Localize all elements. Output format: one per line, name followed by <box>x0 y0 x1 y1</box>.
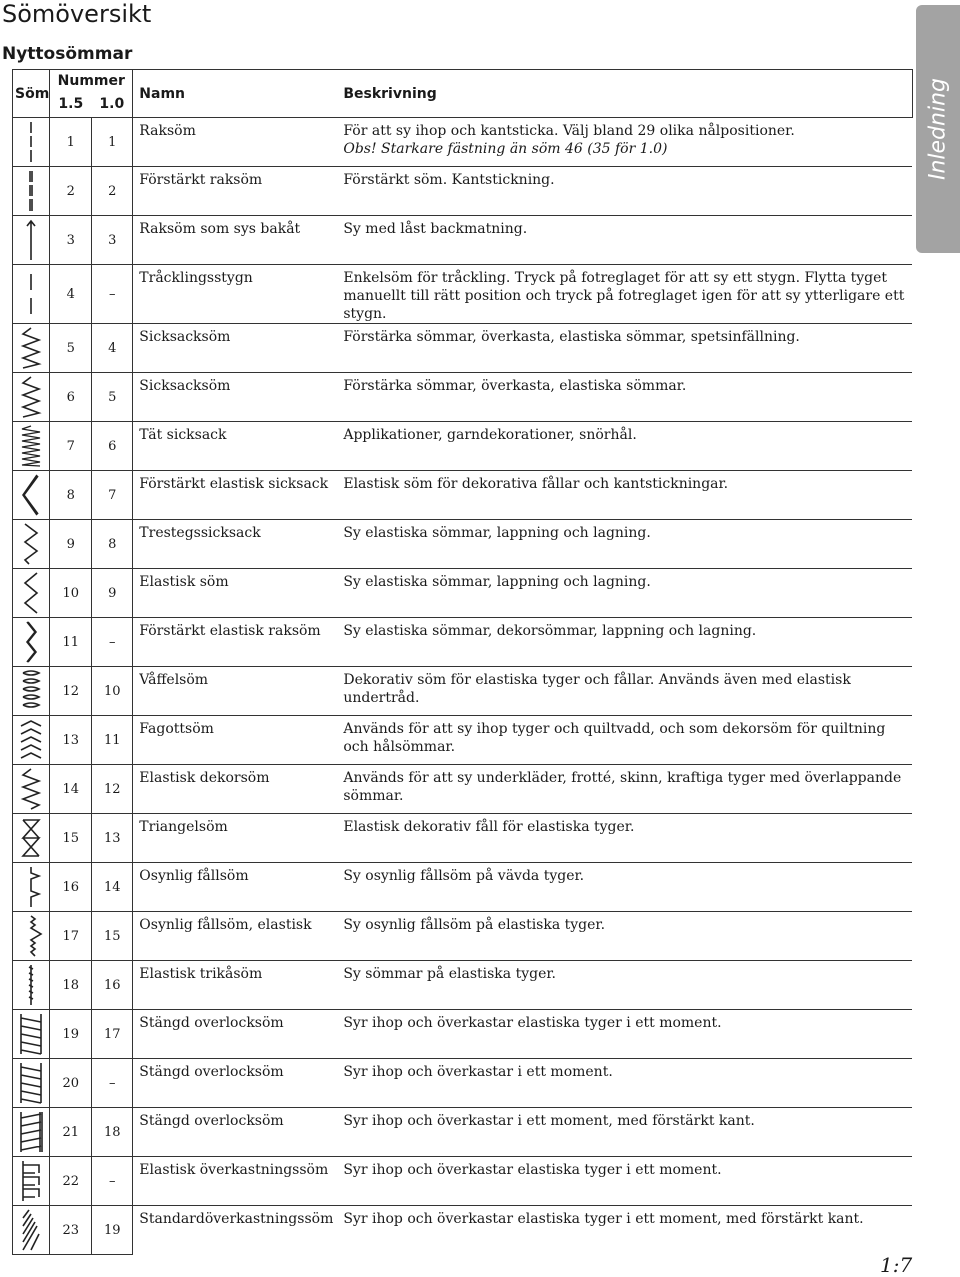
stitch-description <box>337 569 912 618</box>
stitch-number-10: – <box>92 618 133 667</box>
stitch-number-10: 17 <box>92 1010 133 1059</box>
stitch-description <box>337 814 912 863</box>
description-text: Sy osynlig fållsöm på vävda tyger. <box>343 868 585 884</box>
stitch-name: Stängd overlocksöm <box>133 1059 338 1108</box>
stitch-icon-cell <box>13 814 50 863</box>
table-row <box>13 618 913 667</box>
stitch-name: Tät sicksack <box>133 422 338 471</box>
description-text: För att sy ihop och kantsticka. Välj bland 29 olika nålpositioner. <box>343 123 795 139</box>
table-row <box>13 1157 913 1206</box>
stitch-icon-cell <box>13 1010 50 1059</box>
stitch-table <box>12 69 913 1255</box>
header-version-b: 1.0 <box>99 95 125 112</box>
table-row <box>13 667 913 716</box>
stitch-description <box>337 765 912 814</box>
stitch-number-15: 7 <box>50 422 92 471</box>
header-nummer: Nummer <box>50 70 133 94</box>
stitch-description <box>337 422 912 471</box>
stitch-name: Osynlig fållsöm <box>133 863 338 912</box>
header-namn: Namn <box>133 70 338 118</box>
description-text: Förstärkt söm. Kantstickning. <box>343 172 555 188</box>
table-row <box>13 569 913 618</box>
stitch-number-10: 4 <box>92 324 133 373</box>
description-text: Syr ihop och överkastar elastiska tyger i ett moment. <box>343 1015 722 1031</box>
stitch-description <box>337 265 912 324</box>
stitch-number-10: 12 <box>92 765 133 814</box>
table-row <box>13 1010 913 1059</box>
description-text: Syr ihop och överkastar elastiska tyger i ett moment. <box>343 1162 722 1178</box>
stitch-number-10: 13 <box>92 814 133 863</box>
table-row <box>13 912 913 961</box>
stitch-number-15: 8 <box>50 471 92 520</box>
table-row <box>13 118 913 167</box>
stitch-number-10: 6 <box>92 422 133 471</box>
description-note: Obs! Starkare fästning än söm 46 (35 för 1.0) <box>343 141 668 157</box>
description-text: Sy elastiska sömmar, dekorsömmar, lappning och lagning. <box>343 623 757 639</box>
stitch-name: Våffelsöm <box>133 667 338 716</box>
table-row <box>13 373 913 422</box>
stitch-number-10: – <box>92 265 133 324</box>
stitch-number-15: 19 <box>50 1010 92 1059</box>
stitch-description <box>337 373 912 422</box>
stitch-icon-cell <box>13 569 50 618</box>
stitch-number-10: 15 <box>92 912 133 961</box>
stitch-icon-cell <box>13 471 50 520</box>
stitch-name: Elastisk söm <box>133 569 338 618</box>
stitch-number-15: 12 <box>50 667 92 716</box>
stitch-icon-cell <box>13 618 50 667</box>
triangle-stitch-icon <box>13 816 49 860</box>
stitch-icon-cell <box>13 1206 50 1255</box>
table-row <box>13 765 913 814</box>
stitch-name: Stängd overlocksöm <box>133 1108 338 1157</box>
stitch-icon-cell <box>13 167 50 216</box>
stitch-description <box>337 1206 912 1255</box>
stitch-number-10: 5 <box>92 373 133 422</box>
stitch-description <box>337 863 912 912</box>
stitch-icon-cell <box>13 961 50 1010</box>
closed-overlock-icon <box>13 1061 49 1105</box>
stitch-number-10: 18 <box>92 1108 133 1157</box>
stitch-number-15: 15 <box>50 814 92 863</box>
header-version-a: 1.5 <box>58 95 84 112</box>
blind-hem-stitch-icon <box>13 865 49 909</box>
stitch-number-15: 22 <box>50 1157 92 1206</box>
stitch-number-15: 23 <box>50 1206 92 1255</box>
table-row <box>13 167 913 216</box>
elastic-overcast-icon <box>13 1159 49 1203</box>
page-number: 1:7 <box>880 1253 913 1277</box>
straight-stitch-icon <box>13 120 49 164</box>
table-row <box>13 520 913 569</box>
stitch-icon-cell <box>13 765 50 814</box>
stitch-icon-cell <box>13 216 50 265</box>
stitch-icon-cell <box>13 118 50 167</box>
zigzag-stitch-icon <box>13 375 49 419</box>
stitch-description <box>337 667 912 716</box>
stitch-number-15: 11 <box>50 618 92 667</box>
closed-overlock-icon <box>13 1012 49 1056</box>
stitch-description <box>337 912 912 961</box>
header-nummer-versions <box>50 94 133 118</box>
header-beskrivning: Beskrivning <box>337 70 912 118</box>
table-row <box>13 422 913 471</box>
description-text: Förstärka sömmar, överkasta, elastiska sömmar, spetsinfällning. <box>343 329 800 345</box>
chapter-tab[interactable] <box>916 5 960 253</box>
table-row <box>13 471 913 520</box>
standard-overcast-icon <box>13 1208 49 1252</box>
description-text: Syr ihop och överkastar i ett moment. <box>343 1064 613 1080</box>
dense-zigzag-icon <box>13 424 49 468</box>
stitch-name: Triangelsöm <box>133 814 338 863</box>
elastic-stitch-icon <box>13 571 49 615</box>
elastic-decorative-icon <box>13 767 49 811</box>
stitch-rows <box>13 118 913 1255</box>
elastic-blind-hem-icon <box>13 914 49 958</box>
stitch-number-15: 5 <box>50 324 92 373</box>
stitch-number-15: 10 <box>50 569 92 618</box>
stitch-icon-cell <box>13 1059 50 1108</box>
stitch-icon-cell <box>13 265 50 324</box>
stitch-number-10: 11 <box>92 716 133 765</box>
stitch-description <box>337 216 912 265</box>
table-row <box>13 265 913 324</box>
basting-stitch-icon <box>13 272 49 316</box>
stitch-description <box>337 1059 912 1108</box>
stitch-name: Sicksacksöm <box>133 373 338 422</box>
description-text: Syr ihop och överkastar elastiska tyger i ett moment, med förstärkt kant. <box>343 1211 864 1227</box>
stretch-knit-stitch-icon <box>13 963 49 1007</box>
stitch-number-10: 10 <box>92 667 133 716</box>
table-row <box>13 814 913 863</box>
stitch-name: Raksöm <box>133 118 338 167</box>
stitch-name: Förstärkt raksöm <box>133 167 338 216</box>
description-text: Sy sömmar på elastiska tyger. <box>343 966 556 982</box>
stitch-icon-cell <box>13 667 50 716</box>
stitch-description <box>337 118 912 167</box>
stitch-name: Elastisk dekorsöm <box>133 765 338 814</box>
stitch-number-15: 4 <box>50 265 92 324</box>
stitch-number-10: 19 <box>92 1206 133 1255</box>
stitch-number-10: 14 <box>92 863 133 912</box>
description-text: Dekorativ söm för elastiska tyger och fållar. Används även med elastisk undertråd. <box>343 672 851 706</box>
honeycomb-stitch-icon <box>13 669 49 713</box>
stitch-icon-cell <box>13 324 50 373</box>
table-row <box>13 961 913 1010</box>
header-som: Söm <box>13 70 50 118</box>
stitch-number-10: – <box>92 1157 133 1206</box>
stitch-description <box>337 167 912 216</box>
stitch-description <box>337 1157 912 1206</box>
stitch-description <box>337 618 912 667</box>
stitch-number-15: 9 <box>50 520 92 569</box>
stitch-number-10: – <box>92 1059 133 1108</box>
stitch-number-10: 16 <box>92 961 133 1010</box>
section-title: Nyttosömmar <box>2 44 133 64</box>
description-text: Syr ihop och överkastar i ett moment, med förstärkt kant. <box>343 1113 755 1129</box>
fagoting-stitch-icon <box>13 718 49 762</box>
stitch-name: Fagottsöm <box>133 716 338 765</box>
description-text: Enkelsöm för tråckling. Tryck på fotreglaget för att sy ett stygn. Flytta tyget manuellt till rätt position och tryck på fotreglaget igen för att sy ytterligare ett stygn. <box>343 270 905 322</box>
page-title: Sömöversikt <box>2 0 152 28</box>
stitch-description <box>337 324 912 373</box>
stitch-name: Raksöm som sys bakåt <box>133 216 338 265</box>
table-row <box>13 1059 913 1108</box>
stitch-description <box>337 520 912 569</box>
stitch-name: Stängd overlocksöm <box>133 1010 338 1059</box>
stitch-name: Trestegssicksack <box>133 520 338 569</box>
reinforced-straight-stitch-icon <box>13 169 49 213</box>
description-text: Förstärka sömmar, överkasta, elastiska sömmar. <box>343 378 687 394</box>
stitch-name: Osynlig fållsöm, elastisk <box>133 912 338 961</box>
stitch-number-15: 3 <box>50 216 92 265</box>
stitch-description <box>337 961 912 1010</box>
reinforced-elastic-straight-icon <box>13 620 49 664</box>
description-text: Sy elastiska sömmar, lappning och lagning. <box>343 574 651 590</box>
stitch-number-10: 2 <box>92 167 133 216</box>
table-row <box>13 1206 913 1255</box>
stitch-name: Förstärkt elastisk raksöm <box>133 618 338 667</box>
chapter-tab-label: Inledning <box>925 77 951 181</box>
stitch-number-15: 13 <box>50 716 92 765</box>
lock-back-stitch-icon <box>13 218 49 262</box>
stitch-number-15: 21 <box>50 1108 92 1157</box>
stitch-name: Elastisk trikåsöm <box>133 961 338 1010</box>
description-text: Sy osynlig fållsöm på elastiska tyger. <box>343 917 606 933</box>
stitch-icon-cell <box>13 912 50 961</box>
stitch-number-10: 3 <box>92 216 133 265</box>
stitch-description <box>337 716 912 765</box>
stitch-number-10: 7 <box>92 471 133 520</box>
table-row <box>13 716 913 765</box>
stitch-name: Förstärkt elastisk sicksack <box>133 471 338 520</box>
stitch-number-15: 2 <box>50 167 92 216</box>
stitch-number-15: 16 <box>50 863 92 912</box>
stitch-number-15: 1 <box>50 118 92 167</box>
stitch-number-15: 6 <box>50 373 92 422</box>
table-row <box>13 324 913 373</box>
description-text: Elastisk söm för dekorativa fållar och kantstickningar. <box>343 476 729 492</box>
stitch-number-15: 18 <box>50 961 92 1010</box>
stitch-name: Standardöverkastningssöm <box>133 1206 338 1255</box>
description-text: Sy elastiska sömmar, lappning och lagning. <box>343 525 651 541</box>
stitch-icon-cell <box>13 863 50 912</box>
stitch-description <box>337 1010 912 1059</box>
stitch-number-15: 14 <box>50 765 92 814</box>
stitch-description <box>337 471 912 520</box>
stitch-icon-cell <box>13 422 50 471</box>
table-row <box>13 1108 913 1157</box>
stitch-icon-cell <box>13 716 50 765</box>
stitch-description <box>337 1108 912 1157</box>
stitch-icon-cell <box>13 373 50 422</box>
reinforced-stretch-zigzag-icon <box>13 473 49 517</box>
description-text: Sy med låst backmatning. <box>343 221 528 237</box>
stitch-name: Tråcklingsstygn <box>133 265 338 324</box>
closed-overlock-reinforced-icon <box>13 1110 49 1154</box>
table-row <box>13 863 913 912</box>
description-text: Används för att sy ihop tyger och quiltvadd, och som dekorsöm för quiltning och hålsömmar. <box>343 721 886 755</box>
stitch-number-10: 9 <box>92 569 133 618</box>
stitch-number-15: 17 <box>50 912 92 961</box>
three-step-zigzag-icon <box>13 522 49 566</box>
description-text: Applikationer, garndekorationer, snörhål. <box>343 427 637 443</box>
stitch-icon-cell <box>13 520 50 569</box>
zigzag-stitch-icon <box>13 326 49 370</box>
stitch-name: Sicksacksöm <box>133 324 338 373</box>
stitch-number-10: 8 <box>92 520 133 569</box>
stitch-name: Elastisk överkastningssöm <box>133 1157 338 1206</box>
stitch-number-15: 20 <box>50 1059 92 1108</box>
stitch-icon-cell <box>13 1108 50 1157</box>
stitch-icon-cell <box>13 1157 50 1206</box>
stitch-number-10: 1 <box>92 118 133 167</box>
description-text: Elastisk dekorativ fåll för elastiska tyger. <box>343 819 635 835</box>
table-row <box>13 216 913 265</box>
description-text: Används för att sy underkläder, frotté, skinn, kraftiga tyger med överlappande sömmar. <box>343 770 902 804</box>
